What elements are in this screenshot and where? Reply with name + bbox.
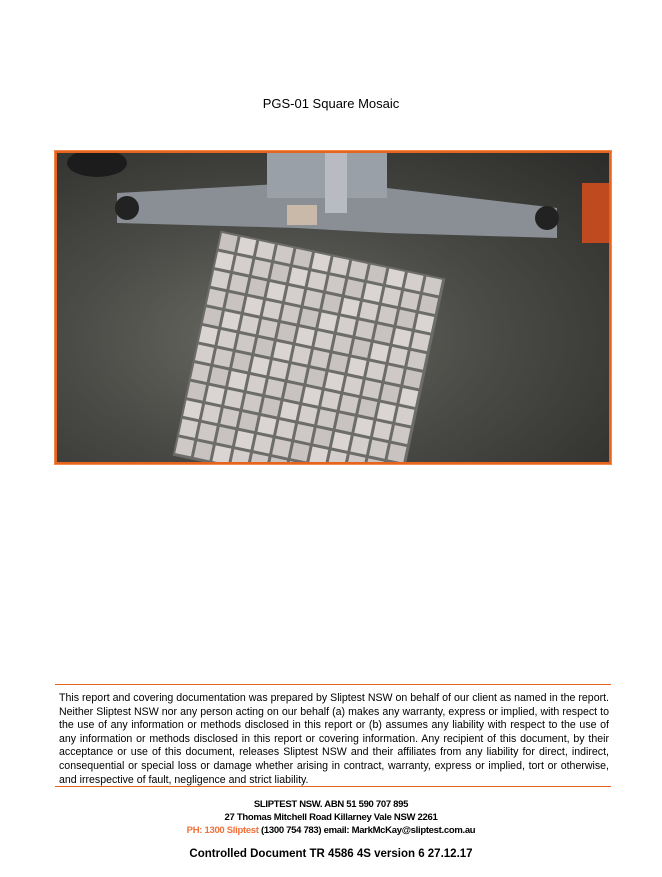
company-line: SLIPTEST NSW. ABN 51 590 707 895	[253, 799, 409, 810]
mosaic-tile	[336, 413, 355, 432]
mosaic-tile	[363, 283, 382, 302]
mosaic-tile	[341, 298, 360, 317]
mosaic-tile	[304, 290, 323, 309]
mosaic-tile	[354, 417, 373, 436]
mosaic-tile	[370, 343, 389, 362]
mosaic-tile	[362, 380, 381, 399]
mosaic-tile	[252, 259, 271, 278]
mosaic-tile	[356, 320, 375, 339]
mosaic-tile	[270, 263, 289, 282]
mosaic-tile	[291, 443, 310, 462]
mosaic-tile	[377, 403, 396, 422]
mosaic-tile-sheet	[173, 231, 446, 462]
mosaic-tile	[203, 307, 222, 326]
mosaic-tile	[261, 397, 280, 416]
mosaic-tile	[195, 345, 214, 364]
mosaic-tile	[366, 361, 385, 380]
mosaic-tile	[415, 314, 434, 333]
mosaic-tile	[373, 421, 392, 440]
mosaic-tile	[244, 297, 263, 316]
mosaic-tile	[237, 237, 256, 256]
mosaic-tile	[314, 331, 333, 350]
mosaic-tile	[198, 423, 217, 442]
mosaic-tile	[292, 346, 311, 365]
mosaic-tile	[224, 390, 243, 409]
mosaic-tile	[405, 273, 424, 292]
mosaic-tile	[191, 363, 210, 382]
mosaic-tile	[218, 330, 237, 349]
mosaic-tile	[340, 395, 359, 414]
mosaic-tile	[277, 323, 296, 342]
mosaic-tile	[423, 276, 442, 295]
mosaic-tile	[403, 369, 422, 388]
mosaic-tile	[300, 309, 319, 328]
mosaic-tile	[296, 327, 315, 346]
mosaic-tile	[330, 257, 349, 276]
mosaic-tile	[239, 412, 258, 431]
mosaic-tile	[367, 265, 386, 284]
mosaic-tile	[259, 319, 278, 338]
mosaic-tile	[312, 253, 331, 272]
mosaic-tile	[272, 439, 291, 458]
mosaic-tile	[389, 347, 408, 366]
mosaic-tile	[318, 312, 337, 331]
mosaic-tile	[393, 328, 412, 347]
mosaic-tile	[306, 368, 325, 387]
phone-label: PH: 1300 Sliptest	[186, 825, 259, 836]
mosaic-tile	[325, 372, 344, 391]
mosaic-tile	[285, 286, 304, 305]
mosaic-tile	[228, 371, 247, 390]
mosaic-tile	[232, 352, 251, 371]
mosaic-tile	[240, 315, 259, 334]
mosaic-tile	[215, 252, 234, 271]
mosaic-tile	[210, 367, 229, 386]
mosaic-tile	[229, 274, 248, 293]
mosaic-tile	[386, 269, 405, 288]
mosaic-tile	[395, 407, 414, 426]
tile-sample-photo	[55, 151, 611, 464]
mosaic-tile	[317, 409, 336, 428]
mosaic-tile	[255, 338, 274, 357]
divider	[55, 684, 611, 685]
contact-line	[0, 825, 662, 836]
mosaic-tile	[179, 419, 198, 438]
mosaic-tile	[419, 295, 438, 314]
mosaic-tile	[358, 399, 377, 418]
mosaic-tile	[332, 432, 351, 451]
phone-email: (1300 754 783) email: MarkMcKay@sliptest.com.au	[258, 825, 476, 836]
mosaic-tile	[247, 375, 266, 394]
controlled-document-line: Controlled Document TR 4586 4S version 6 27.12.17	[189, 848, 473, 860]
mosaic-tile	[411, 332, 430, 351]
mosaic-tile	[233, 256, 252, 275]
mosaic-tile	[251, 356, 270, 375]
mosaic-tile	[388, 444, 407, 462]
mosaic-tile	[295, 424, 314, 443]
mosaic-tile	[214, 348, 233, 367]
mosaic-tile	[350, 436, 369, 455]
mosaic-tile	[374, 324, 393, 343]
mosaic-tile	[333, 335, 352, 354]
mosaic-tile	[321, 391, 340, 410]
mosaic-tile	[299, 405, 318, 424]
mosaic-tile	[281, 305, 300, 324]
mosaic-tile	[183, 400, 202, 419]
disclaimer-text: This report and covering documentation was prepared by Sliptest NSW on behalf of our client as named in the report. Neither Sliptest NSW nor any person acting on our behalf (a) makes any warranty, express or implied, with respect to the use of any information or methods disclosed in this report or (b) assumes any liability with respect to the use of any information or methods disclosed in this report or covering information. Any recipient of this document, by their acceptance or use of this document, releases Sliptest NSW and their affiliates from any liability for direct, indirect, consequential or special loss or damage whether arising in contract, warranty, express or implied, tort or otherwise, and irrespective of fault, negligence and strict liability.	[59, 692, 609, 786]
mosaic-tile	[243, 394, 262, 413]
mosaic-tile	[236, 334, 255, 353]
mosaic-tile	[407, 351, 426, 370]
mosaic-tile	[194, 441, 213, 460]
mosaic-tile	[284, 383, 303, 402]
mosaic-tile	[382, 287, 401, 306]
mosaic-tile	[220, 408, 239, 427]
mosaic-tile	[256, 241, 275, 260]
mosaic-tile	[280, 401, 299, 420]
mosaic-tile	[265, 379, 284, 398]
mosaic-tile	[288, 364, 307, 383]
mosaic-tile	[392, 425, 411, 444]
mosaic-tile	[329, 354, 348, 373]
mosaic-tile	[326, 275, 345, 294]
address-line: 27 Thomas Mitchell Road Killarney Vale NSW 2261	[224, 812, 438, 823]
mosaic-tile	[369, 440, 388, 459]
mosaic-tile	[293, 249, 312, 268]
mosaic-tile	[273, 342, 292, 361]
mosaic-tile	[257, 416, 276, 435]
mosaic-tile	[175, 437, 194, 456]
mosaic-tile	[235, 431, 254, 450]
mosaic-tile	[248, 278, 267, 297]
mosaic-tile	[345, 279, 364, 298]
mosaic-tile	[401, 291, 420, 310]
mosaic-tile	[344, 376, 363, 395]
mosaic-tile	[211, 270, 230, 289]
mosaic-tile	[337, 316, 356, 335]
page-title: PGS-01 Square Mosaic	[262, 96, 400, 111]
mosaic-tile	[225, 293, 244, 312]
mosaic-tile	[303, 387, 322, 406]
mosaic-tile	[399, 388, 418, 407]
mosaic-tile	[276, 420, 295, 439]
mosaic-tile	[352, 339, 371, 358]
mosaic-tile	[187, 382, 206, 401]
mosaic-tile	[313, 428, 332, 447]
mosaic-tile	[254, 435, 273, 454]
mosaic-tile	[359, 302, 378, 321]
mosaic-tile	[289, 267, 308, 286]
mosaic-tile	[274, 245, 293, 264]
mosaic-tile	[219, 233, 238, 252]
mosaic-tile	[310, 350, 329, 369]
mosaic-tile	[348, 358, 367, 377]
mosaic-tile	[202, 404, 221, 423]
mosaic-tile	[385, 365, 404, 384]
mosaic-tile	[199, 326, 218, 345]
mosaic-tile	[322, 294, 341, 313]
mosaic-tile	[267, 282, 286, 301]
mosaic-tile	[308, 271, 327, 290]
mosaic-tile	[221, 311, 240, 330]
mosaic-tile	[381, 384, 400, 403]
mosaic-tile	[207, 289, 226, 308]
mosaic-tile	[216, 427, 235, 446]
mosaic-tile	[269, 360, 288, 379]
mosaic-tile	[378, 306, 397, 325]
divider	[55, 786, 611, 787]
mosaic-tile	[206, 386, 225, 405]
mosaic-tile	[263, 301, 282, 320]
mosaic-tile	[397, 310, 416, 329]
mosaic-tile	[349, 261, 368, 280]
